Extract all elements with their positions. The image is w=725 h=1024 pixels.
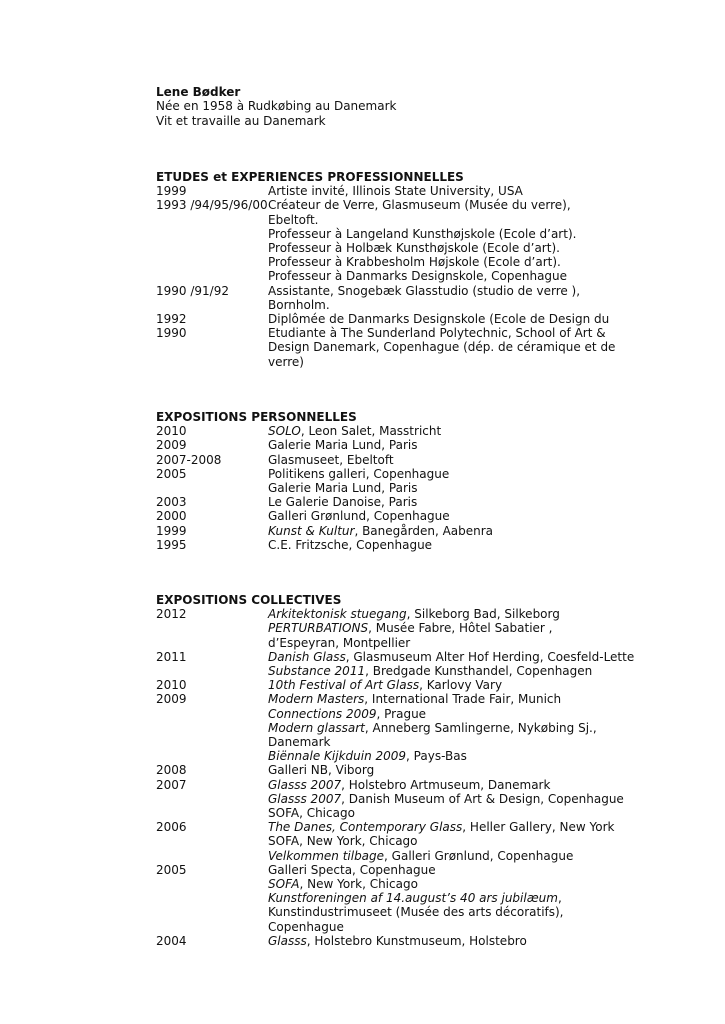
entry-line <box>268 650 634 664</box>
entry-line <box>268 269 616 283</box>
entry-title-italic: Glasss 2007 <box>268 777 342 792</box>
entry-line <box>268 453 616 467</box>
entry-year: 2000 <box>156 509 187 524</box>
entry-year: 2010 <box>156 678 187 693</box>
entry-row <box>156 184 616 198</box>
entry-year: 2005 <box>156 466 187 481</box>
entry-row <box>156 863 616 934</box>
entry-text: Diplômée de Danmarks Designskole (Ecole de Design du <box>268 312 610 327</box>
entry-line <box>268 806 624 820</box>
entry-line <box>268 834 616 848</box>
artist-name: Lene Bødker <box>156 85 241 99</box>
entry-text: , Anneberg Samlingerne, Nykøbing Sj., <box>364 720 597 735</box>
entry-line <box>268 495 616 509</box>
entry-text: , Pays-Bas <box>406 749 467 764</box>
entry-description <box>268 284 616 312</box>
entry-line <box>268 326 616 340</box>
entry-line <box>268 340 616 354</box>
entry-description <box>268 778 624 821</box>
residence-info: Vit et travaille au Danemark <box>156 113 326 128</box>
entry-row <box>156 467 616 495</box>
entry-title-italic: Connections 2009 <box>268 706 377 721</box>
entry-title-italic: Substance 2011 <box>268 664 366 679</box>
entry-text: , Glasmuseum Alter Hof Herding, Coesfeld-Lette <box>345 649 635 664</box>
entry-text: , Galleri Grønlund, Copenhague <box>384 848 574 863</box>
entry-description <box>268 312 616 326</box>
section-group-exhibitions <box>156 593 635 948</box>
entry-line <box>268 481 616 495</box>
entry-line <box>268 509 616 523</box>
section-title: ETUDES et EXPERIENCES PROFESSIONNELLES <box>156 170 464 184</box>
entry-text: Danemark <box>268 735 331 750</box>
entry-text: , Holstebro Artmuseum, Danemark <box>341 777 551 792</box>
entry-description <box>268 509 616 523</box>
entry-line <box>268 707 616 721</box>
entry-description <box>268 607 616 650</box>
entry-line <box>268 355 616 369</box>
entry-text: Glasmuseet, Ebeltoft <box>268 452 394 467</box>
entry-row <box>156 538 616 552</box>
entry-title-italic: The Danes, Contemporary Glass <box>268 820 463 835</box>
entry-text: Galleri Specta, Copenhague <box>268 862 436 877</box>
entry-description <box>268 467 616 495</box>
entry-text: , Leon Salet, Masstricht <box>300 424 442 439</box>
entry-line <box>268 298 616 312</box>
entry-text: Professeur à Langeland Kunsthøjskole (Ecole d’art). <box>268 226 577 241</box>
entry-text: verre) <box>268 354 304 369</box>
entry-row <box>156 524 616 538</box>
entry-row <box>156 198 616 283</box>
entry-row <box>156 934 616 948</box>
entry-line <box>268 735 616 749</box>
section-solo-exhibitions <box>156 410 616 552</box>
entry-line <box>268 538 616 552</box>
entry-title-italic: SOFA <box>268 877 300 892</box>
entry-line <box>268 438 616 452</box>
entry-line <box>268 920 616 934</box>
entry-line <box>268 636 616 650</box>
entry-year: 2010 <box>156 424 187 439</box>
entry-text: Copenhague <box>268 919 344 934</box>
entry-line <box>268 849 616 863</box>
entries-list <box>156 184 616 369</box>
entry-text: Design Danemark, Copenhague (dép. de céramique et de <box>268 340 616 355</box>
entry-text: , Danish Museum of Art & Design, Copenhague <box>341 791 624 806</box>
entry-text: Ebeltoft. <box>268 212 319 227</box>
entry-text: , Heller Gallery, New York <box>462 820 615 835</box>
entry-row <box>156 312 616 326</box>
entry-text: , Holstebro Kunstmuseum, Holstebro <box>306 933 527 948</box>
entry-description <box>268 934 616 948</box>
entry-text: Galerie Maria Lund, Paris <box>268 481 418 496</box>
entry-row <box>156 453 616 467</box>
entry-title-italic: 10th Festival of Art Glass <box>268 678 420 693</box>
entry-line <box>268 184 616 198</box>
entry-text: Galleri NB, Viborg <box>268 763 375 778</box>
entry-year: 2008 <box>156 763 187 778</box>
entry-row <box>156 649 635 679</box>
entry-line <box>268 255 616 269</box>
entry-year: 1995 <box>156 537 187 552</box>
entry-line <box>268 721 616 735</box>
entry-title-italic: Glasss 2007 <box>268 791 342 806</box>
entry-line <box>268 241 616 255</box>
entry-line <box>268 778 624 792</box>
entry-title-italic: Modern Masters <box>268 692 365 707</box>
entry-title-italic: PERTURBATIONS <box>268 621 369 636</box>
entry-row <box>156 820 616 863</box>
section-title: EXPOSITIONS COLLECTIVES <box>156 593 342 607</box>
section-title: EXPOSITIONS PERSONNELLES <box>156 410 357 424</box>
entry-year: 1999 <box>156 523 187 538</box>
entries-list <box>156 607 635 948</box>
entry-text: , Banegården, Aabenra <box>354 523 494 538</box>
entry-text: Professeur à Danmarks Designskole, Copenhague <box>268 269 568 284</box>
entry-description <box>268 678 616 692</box>
entry-line <box>268 692 616 706</box>
section-education <box>156 170 616 369</box>
entry-title-italic: Arkitektonisk stuegang <box>268 607 407 622</box>
entry-text: , <box>557 891 562 906</box>
entry-row <box>156 678 616 692</box>
entry-line <box>268 863 616 877</box>
entry-year: 1993 /94/95/96/00 <box>156 198 268 213</box>
entry-year: 2011 <box>156 649 187 664</box>
entry-text: SOFA, Chicago <box>268 806 355 821</box>
entry-description <box>268 650 634 678</box>
entry-description <box>268 524 616 538</box>
entry-text: , Silkeborg Bad, Silkeborg <box>406 607 560 622</box>
entry-title-italic: Modern glassart <box>268 720 365 735</box>
entry-line <box>268 934 616 948</box>
entry-line <box>268 877 616 891</box>
entry-row <box>156 777 624 821</box>
entry-line <box>268 820 616 834</box>
entry-description <box>268 820 616 863</box>
entry-description <box>268 538 616 552</box>
entry-year: 2005 <box>156 862 187 877</box>
entry-text: , International Trade Fair, Munich <box>364 692 562 707</box>
entry-description <box>268 184 616 198</box>
entry-year: 2003 <box>156 495 187 510</box>
entry-line <box>268 905 616 919</box>
entry-line <box>268 664 634 678</box>
entry-line <box>268 678 616 692</box>
entry-row <box>156 326 616 369</box>
entry-row <box>156 509 616 523</box>
entry-text: , Karlovy Vary <box>419 678 503 693</box>
entry-text: Créateur de Verre, Glasmuseum (Musée du verre), <box>268 198 571 213</box>
entry-title-italic: Kunst & Kultur <box>268 523 355 538</box>
entry-row <box>156 495 616 509</box>
entry-title-italic: Velkommen tilbage <box>268 848 385 863</box>
entry-description <box>268 495 616 509</box>
entry-line <box>268 763 616 777</box>
entry-line <box>268 607 616 621</box>
entries-list <box>156 424 616 552</box>
entry-title-italic: SOLO <box>268 424 301 439</box>
entry-year: 2009 <box>156 438 187 453</box>
entry-year: 2004 <box>156 933 187 948</box>
entry-line <box>268 284 616 298</box>
entry-row <box>156 284 616 312</box>
entry-row <box>156 438 616 452</box>
entry-line <box>268 524 616 538</box>
entry-line <box>268 467 616 481</box>
entry-row <box>156 763 616 777</box>
entry-description <box>268 198 616 283</box>
entry-year: 2009 <box>156 692 187 707</box>
entry-line <box>268 891 616 905</box>
entry-description <box>268 453 616 467</box>
birth-info: Née en 1958 à Rudkøbing au Danemark <box>156 99 397 114</box>
entry-line <box>268 227 616 241</box>
entry-description <box>268 424 616 438</box>
entry-line <box>268 312 616 326</box>
entry-text: , Musée Fabre, Hôtel Sabatier , <box>368 621 553 636</box>
entry-text: Galleri Grønlund, Copenhague <box>268 509 450 524</box>
entry-description <box>268 763 616 777</box>
entry-text: d’Espeyran, Montpellier <box>268 635 411 650</box>
entry-text: , New York, Chicago <box>299 877 418 892</box>
entry-text: Bornholm. <box>268 297 330 312</box>
entry-year: 1992 <box>156 312 187 327</box>
entry-description <box>268 692 616 763</box>
entry-text: Le Galerie Danoise, Paris <box>268 495 418 510</box>
cv-header <box>156 85 396 128</box>
entry-text: , Bredgade Kunsthandel, Copenhagen <box>365 664 593 679</box>
entry-text: Etudiante à The Sunderland Polytechnic, School of Art & <box>268 326 606 341</box>
entry-text: Artiste invité, Illinois State University, USA <box>268 184 523 199</box>
entry-row <box>156 607 616 650</box>
entry-text: C.E. Fritzsche, Copenhague <box>268 537 433 552</box>
entry-text: Assistante, Snogebæk Glasstudio (studio de verre ), <box>268 283 581 298</box>
entry-row <box>156 692 616 763</box>
entry-description <box>268 863 616 934</box>
entry-year: 1990 <box>156 326 187 341</box>
entry-description <box>268 326 616 369</box>
entry-text: Galerie Maria Lund, Paris <box>268 438 418 453</box>
entry-year: 2007 <box>156 777 187 792</box>
entry-year: 2007-2008 <box>156 452 222 467</box>
entry-text: Professeur à Krabbesholm Højskole (Ecole d’art). <box>268 255 561 270</box>
entry-text: Politikens galleri, Copenhague <box>268 466 450 481</box>
entry-description <box>268 438 616 452</box>
entry-title-italic: Danish Glass <box>268 649 346 664</box>
entry-title-italic: Biënnale Kijkduin 2009 <box>268 749 407 764</box>
entry-line <box>268 749 616 763</box>
entry-year: 2006 <box>156 820 187 835</box>
entry-line <box>268 621 616 635</box>
entry-text: SOFA, New York, Chicago <box>268 834 418 849</box>
entry-text: Professeur à Holbæk Kunsthøjskole (Ecole d’art). <box>268 241 560 256</box>
entry-text: , Prague <box>376 706 427 721</box>
entry-line <box>268 198 616 212</box>
entry-line <box>268 792 624 806</box>
entry-text: Kunstindustrimuseet (Musée des arts décoratifs), <box>268 905 564 920</box>
entry-year: 1990 /91/92 <box>156 283 229 298</box>
entry-line <box>268 213 616 227</box>
entry-year: 2012 <box>156 607 187 622</box>
entry-line <box>268 424 616 438</box>
entry-title-italic: Glasss <box>268 933 307 948</box>
entry-row <box>156 424 616 438</box>
entry-title-italic: Kunstforeningen af 14.august’s 40 ars jubilæum <box>268 891 558 906</box>
entry-year: 1999 <box>156 184 187 199</box>
